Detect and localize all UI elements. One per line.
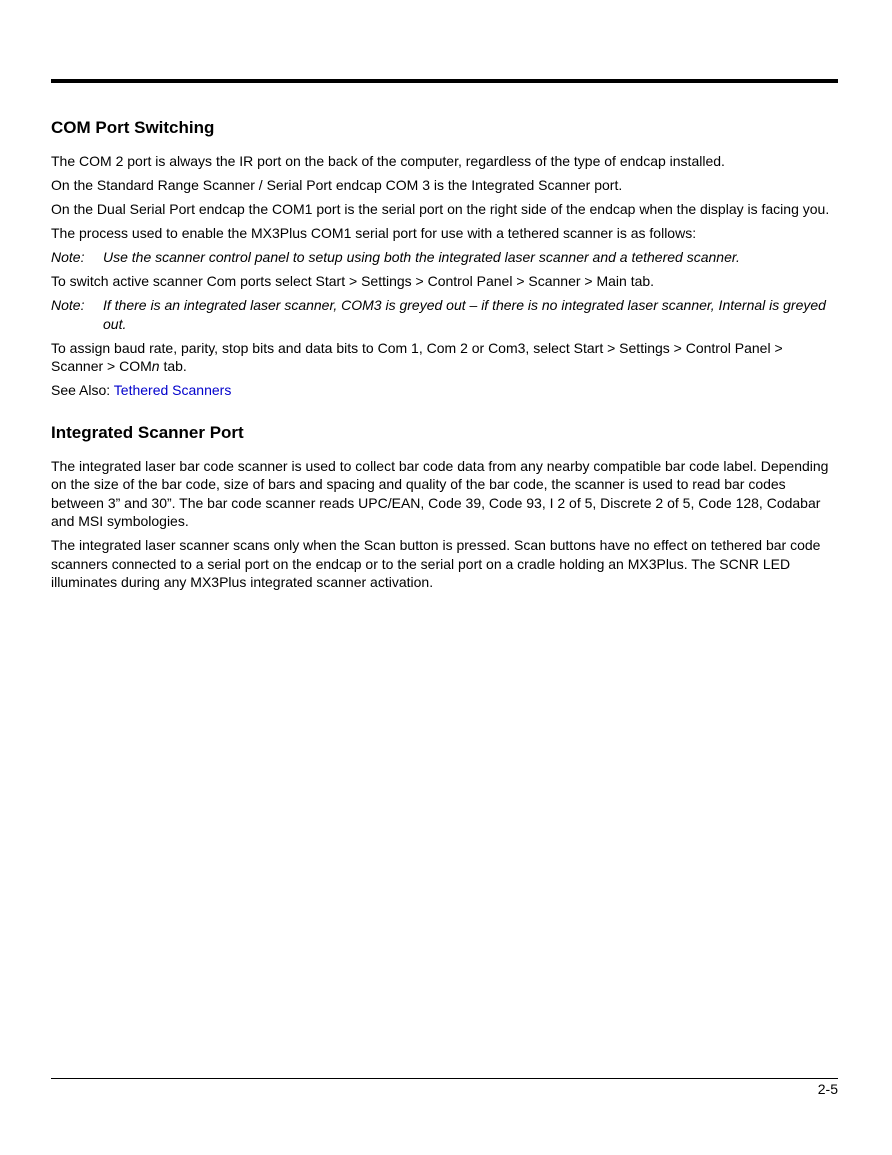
paragraph-enable-process: The process used to enable the MX3Plus COM1 serial port for use with a tethered scanner is as follows: <box>51 225 697 241</box>
paragraph-standard-range-endcap: On the Standard Range Scanner / Serial Port endcap COM 3 is the Integrated Scanner port. <box>51 177 623 193</box>
paragraph-scan-button: The integrated laser scanner scans only when the Scan button is pressed. Scan buttons have no effect on tethered bar code scanners connected to a serial port on the endcap or to the serial port on a cradle holding an MX3Plus. The SCNR LED illuminates during any MX3Plus integrated scanner activation. <box>51 537 821 590</box>
footer-rule <box>51 1078 838 1079</box>
paragraph-switch-com-ports: To switch active scanner Com ports select Start > Settings > Control Panel > Scanner > Main tab. <box>51 273 655 289</box>
italic-n: n <box>151 358 160 374</box>
section-heading-integrated-scanner-port: Integrated Scanner Port <box>51 422 244 442</box>
note-text: Use the scanner control panel to setup using both the integrated laser scanner and a tethered scanner. <box>103 249 740 265</box>
header-rule <box>51 79 838 83</box>
page-content <box>51 117 838 597</box>
paragraph-text-end: tab. <box>159 358 187 374</box>
tethered-scanners-link[interactable]: Tethered Scanners <box>113 382 232 398</box>
paragraph-assign-baud-rate <box>51 339 838 376</box>
page-number: 2-5 <box>817 1081 838 1097</box>
paragraph-integrated-scanner-description: The integrated laser bar code scanner is used to collect bar code data from any nearby compatible bar code label. Depending on the size of the bar code, size of bars and spacing and quality of the bar code, the scanner is used to read bar codes between 3” and 30”. The bar code scanner reads UPC/EAN, Code 39, Code 93, I 2 of 5, Discrete 2 of 5, Code 128, Codabar and MSI symbologies. <box>51 457 829 529</box>
note-label: Note: <box>51 297 85 313</box>
see-also-label: See Also: <box>51 382 114 398</box>
note-label: Note: <box>51 249 85 265</box>
paragraph-dual-serial-endcap: On the Dual Serial Port endcap the COM1 port is the serial port on the right side of the endcap when the display is facing you. <box>51 201 830 217</box>
section-heading-com-port-switching: COM Port Switching <box>51 118 215 137</box>
note-control-panel <box>51 248 838 267</box>
note-com3-greyed <box>51 296 838 333</box>
note-text: If there is an integrated laser scanner, COM3 is greyed out – if there is no integrated laser scanner, Internal is greyed out. <box>103 297 826 332</box>
paragraph-text: To assign baud rate, parity, stop bits and data bits to Com 1, Com 2 or Com3, select Start > Settings > Control Panel > Scanner > COM <box>51 339 783 374</box>
paragraph-com2-ir: The COM 2 port is always the IR port on the back of the computer, regardless of the type of endcap installed. <box>51 153 725 169</box>
see-also <box>51 381 838 400</box>
